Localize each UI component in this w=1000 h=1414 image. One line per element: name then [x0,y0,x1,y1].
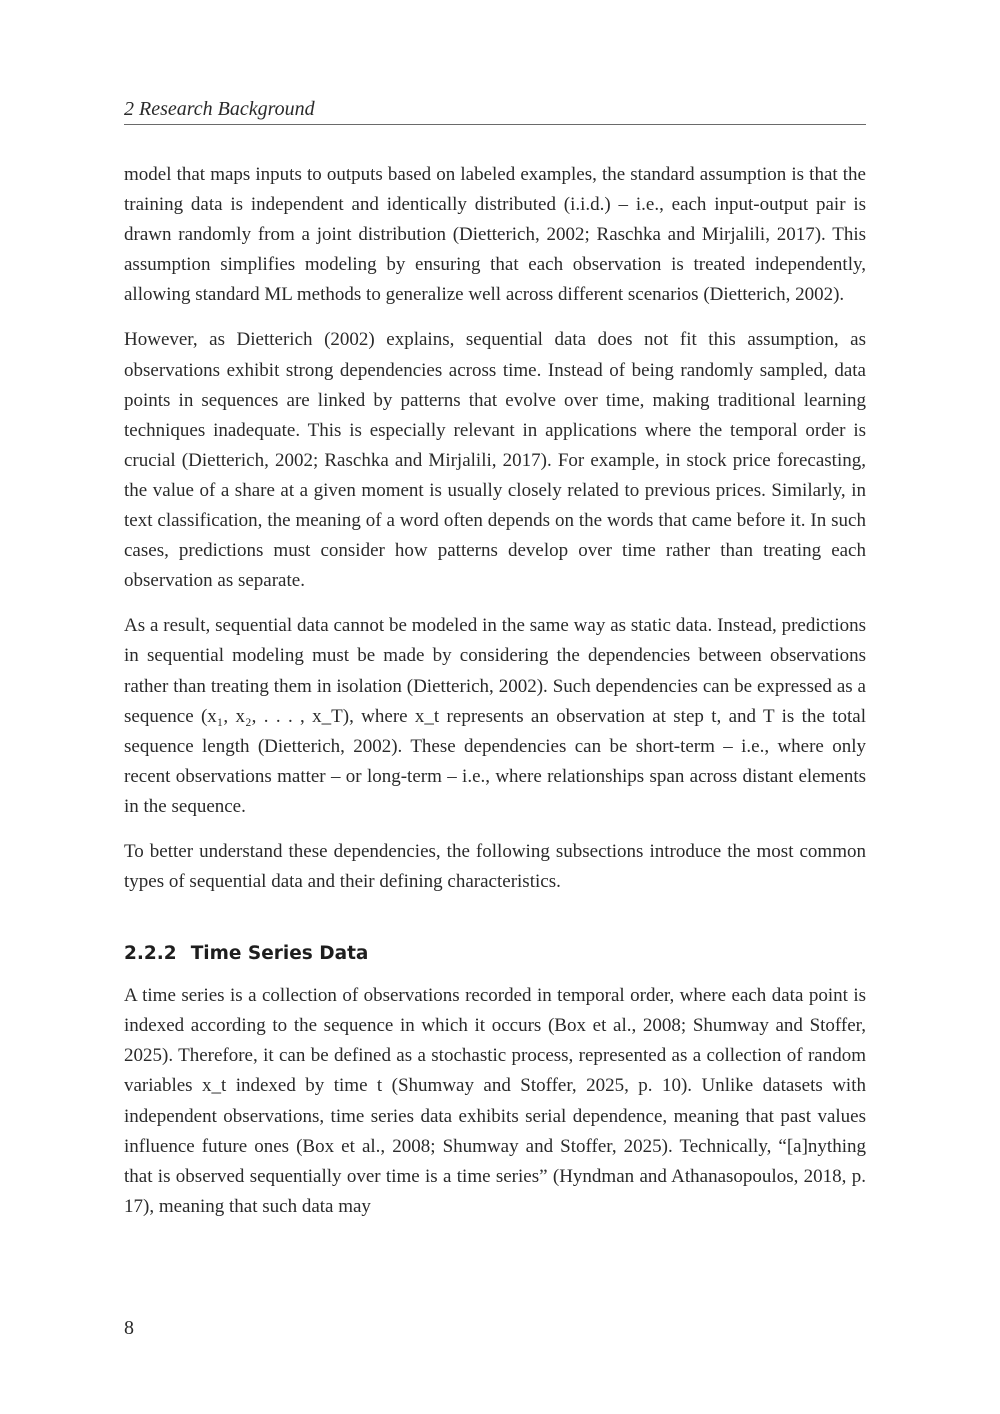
paragraph-subsection-intro: To better understand these dependencies, the following subsections introduce the most common types of sequential data and their defining characteristics. [124,840,866,893]
section-number: 2.2.2 [124,943,177,965]
body-text [124,160,866,1237]
running-header: 2 Research Background [124,98,315,120]
paragraph-time-series-definition: A time series is a collection of observations recorded in temporal order, where each data point is indexed according to the sequence in which it occurs (Box et al., 2008; Shumway and Stoffer, 2025). Therefore, it can be defined as a stochastic process, represented as a collection of random variables x_t indexed by time t (Shumway and Stoffer, 2025, p. 10). Unlike datasets with independent observations, time series data exhibits serial dependence, meaning that past values influence future ones (Box et al., 2008; Shumway and Stoffer, 2025). Technically, “[a]nything that is observed sequentially over time is a time series” (Hyndman and Athanasopoulos, 2018, p. 17), meaning that such data may [124,985,866,1217]
paragraph-sequence-definition: As a result, sequential data cannot be modeled in the same way as static data. Instead, predictions in sequential modeling must be made by considering the dependencies between observations rather than treating them in isolation (Dietterich, 2002). Such dependencies can be expressed as a sequence (x₁, x₂, . . . , x_T), where x_t represents an observation at step t, and T is the total sequence length (Dietterich, 2002). These dependencies can be short-term – i.e., where only recent observations matter – or long-term – i.e., where relationships span across distant elements in the sequence. [124,615,866,817]
section-title: Time Series Data [190,943,369,965]
page-number: 8 [124,1317,134,1339]
header-rule [124,124,866,125]
paragraph-iid-assumption: model that maps inputs to outputs based on labeled examples, the standard assumption is that the training data is independent and identically distributed (i.i.d.) – i.e., each input-output pair is drawn randomly from a joint distribution (Dietterich, 2002; Raschka and Mirjalili, 2017). This assumption simplifies modeling by ensuring that each observation is treated independently, allowing standard ML methods to generalize well across different scenarios (Dietterich, 2002). [124,164,866,306]
section-heading [124,941,866,967]
paragraph-sequential-dependencies: However, as Dietterich (2002) explains, sequential data does not fit this assumption, as observations exhibit strong dependencies across time. Instead of being randomly sampled, data points in sequences are linked by patterns that evolve over time, making traditional learning techniques inadequate. This is especially relevant in applications where the temporal order is crucial (Dietterich, 2002; Raschka and Mirjalili, 2017). For example, in stock price forecasting, the value of a share at a given moment is usually closely related to previous prices. Similarly, in text classification, the meaning of a word often depends on the words that came before it. In such cases, predictions must consider how patterns develop over time rather than treating each observation as separate. [124,329,866,592]
